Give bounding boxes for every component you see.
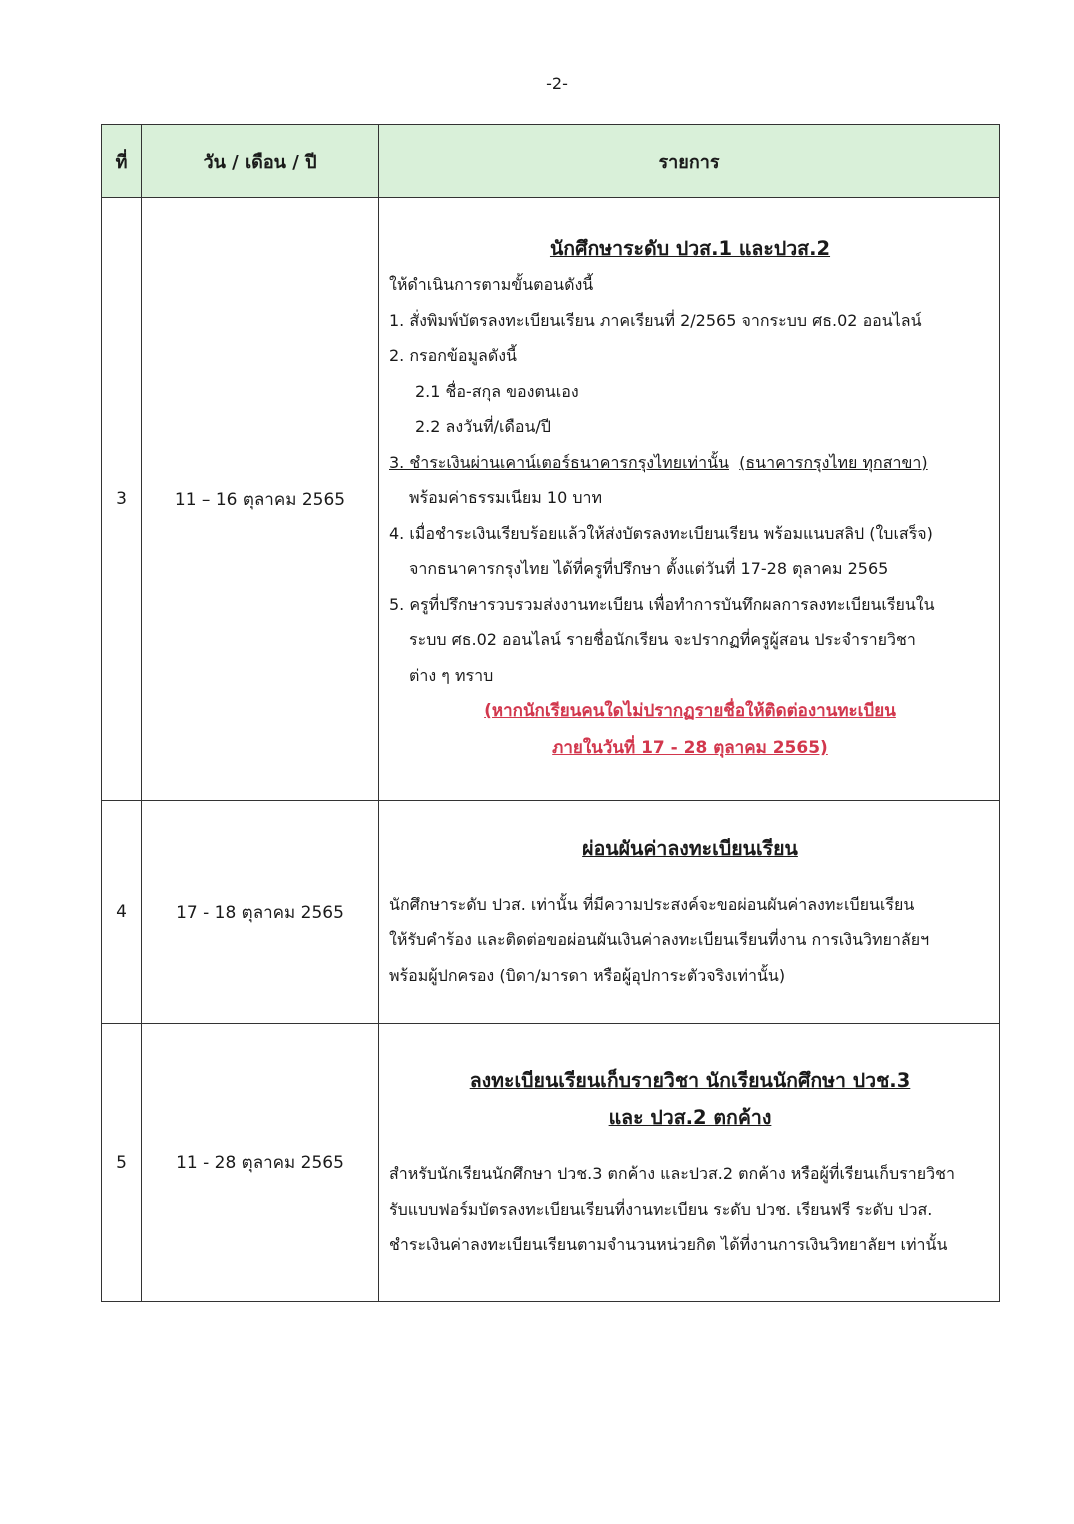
item-title-block xyxy=(389,1062,991,1136)
item-line: 1. สั่งพิมพ์บัตรลงทะเบียนเรียน ภาคเรียนที่ 2/2565 จากระบบ ศธ.02 ออนไลน์ xyxy=(389,310,922,330)
item-line: 4. เมื่อชำระเงินเรียบร้อยแล้วให้ส่งบัตรลงทะเบียนเรียน พร้อมแนบสลิป (ใบเสร็จ) xyxy=(389,523,933,543)
row-item xyxy=(379,198,1000,801)
item-title: ลงทะเบียนเรียนเก็บรายวิชา นักเรียนนักศึกษา ปวช.3 xyxy=(469,1069,911,1093)
schedule-table xyxy=(101,124,1000,1302)
item-line: ชำระเงินค่าลงทะเบียนเรียนตามจำนวนหน่วยกิต ได้ที่งานการเงินวิทยาลัยฯ เท่านั้น xyxy=(389,1235,948,1255)
item-line: 5. ครูที่ปรึกษารวบรวมส่งงานทะเบียน เพื่อทำการบันทึกผลการลงทะเบียนเรียนใน xyxy=(389,594,935,614)
item-line: 2.2 ลงวันที่/เดือน/ปี xyxy=(415,417,551,436)
item-line: พร้อมค่าธรรมเนียม 10 บาท xyxy=(409,488,603,507)
item-title: ผ่อนผันค่าลงทะเบียนเรียน xyxy=(582,836,798,860)
page-number: -2- xyxy=(546,74,568,93)
item-line: จากธนาคารกรุงไทย ได้ที่ครูที่ปรึกษา ตั้งแต่วันที่ 17-28 ตุลาคม 2565 xyxy=(409,559,889,578)
row-item xyxy=(379,1024,1000,1302)
header-item: รายการ xyxy=(379,125,1000,198)
item-line: 2.1 ชื่อ-สกุล ของตนเอง xyxy=(415,381,579,401)
item-line: ระบบ ศธ.02 ออนไลน์ รายชื่อนักเรียน จะปรากฏที่ครูผู้สอน ประจำรายวิชา xyxy=(409,630,916,649)
table-row xyxy=(102,198,1000,801)
item-line xyxy=(389,445,991,481)
item-line: นักศึกษาระดับ ปวส. เท่านั้น ที่มีความประสงค์จะขอผ่อนผันค่าลงทะเบียนเรียน xyxy=(389,894,915,914)
row-no: 5 xyxy=(102,1024,142,1302)
warning-note: ภายในวันที่ 17 - 28 ตุลาคม 2565) xyxy=(552,738,828,758)
table-header-row xyxy=(102,125,1000,198)
row-date: 11 – 16 ตุลาคม 2565 xyxy=(142,198,379,801)
table-row xyxy=(102,1024,1000,1302)
item-line: สำหรับนักเรียนนักศึกษา ปวช.3 ตกค้าง และปวส.2 ตกค้าง หรือผู้ที่เรียนเก็บรายวิชา xyxy=(389,1164,955,1184)
item-line: รับแบบฟอร์มบัตรลงทะเบียนเรียนที่งานทะเบียน ระดับ ปวช. เรียนฟรี ระดับ ปวส. xyxy=(389,1199,933,1219)
item-line: พร้อมผู้ปกครอง (บิดา/มารดา หรือผู้อุปการะตัวจริงเท่านั้น) xyxy=(389,965,786,985)
header-no: ที่ xyxy=(102,125,142,198)
payment-instruction: 3. ชำระเงินผ่านเคาน์เตอร์ธนาคารกรุงไทยเท่านั้น xyxy=(389,452,729,472)
item-title: และ ปวส.2 ตกค้าง xyxy=(608,1106,772,1130)
bank-branches: (ธนาคารกรุงไทย ทุกสาขา) xyxy=(739,452,928,472)
row-date: 17 - 18 ตุลาคม 2565 xyxy=(142,801,379,1024)
table-row xyxy=(102,801,1000,1024)
row-item xyxy=(379,801,1000,1024)
header-date: วัน / เดือน / ปี xyxy=(142,125,379,198)
item-line: ให้ดำเนินการตามขั้นตอนดังนี้ xyxy=(389,275,594,294)
item-line: ให้รับคำร้อง และติดต่อขอผ่อนผันเงินค่าลงทะเบียนเรียนที่งาน การเงินวิทยาลัยฯ xyxy=(389,930,930,950)
item-title: นักศึกษาระดับ ปวส.1 และปวส.2 xyxy=(549,237,831,260)
row-no: 4 xyxy=(102,801,142,1024)
item-line: ต่าง ๆ ทราบ xyxy=(409,665,494,685)
row-no: 3 xyxy=(102,198,142,801)
row-date: 11 - 28 ตุลาคม 2565 xyxy=(142,1024,379,1302)
item-line: 2. กรอกข้อมูลดังนี้ xyxy=(389,346,517,365)
warning-note: (หากนักเรียนคนใดไม่ปรากฏรายชื่อให้ติดต่องานทะเบียน xyxy=(484,701,896,721)
